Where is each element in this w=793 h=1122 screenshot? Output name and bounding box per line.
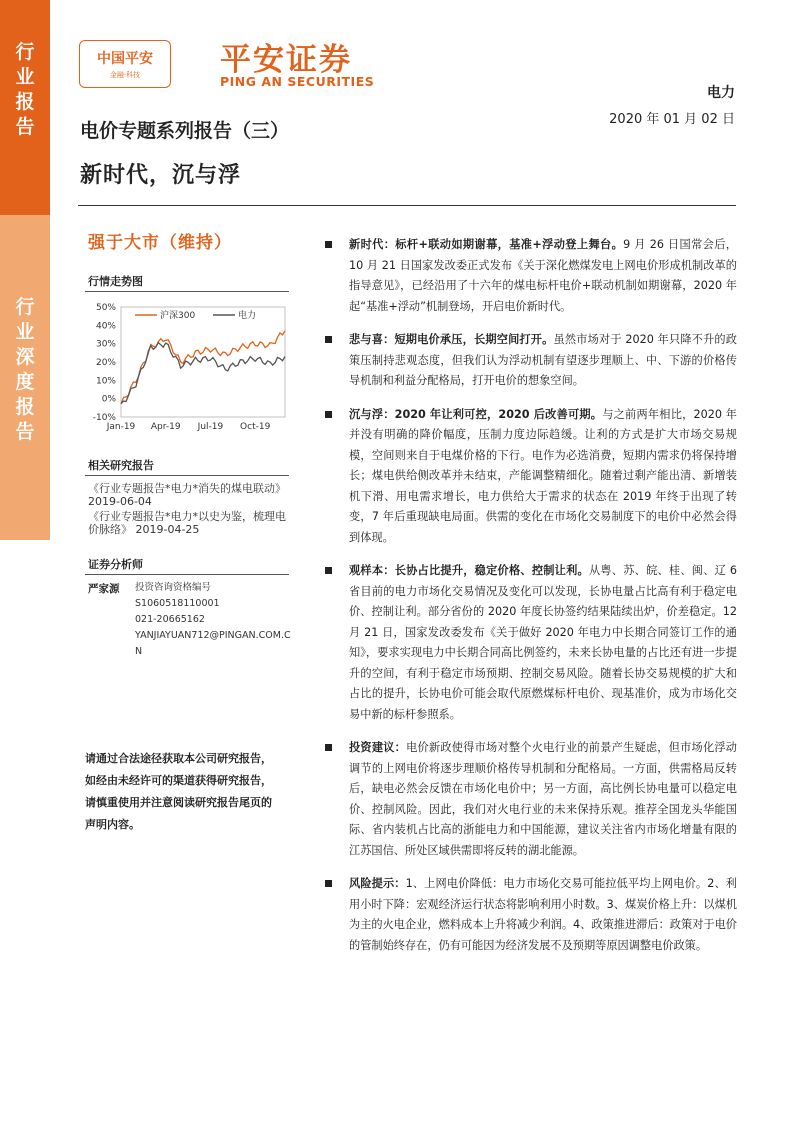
summary-bullet bbox=[325, 235, 737, 317]
sidebar-char: 业 bbox=[15, 66, 35, 88]
bullet-square-icon bbox=[325, 880, 332, 887]
bullet-heading: 观样本：长协占比提升，稳定价格、控制让利。 bbox=[349, 564, 589, 577]
market-trend-chart bbox=[85, 295, 290, 445]
bullet-text: 电价新政使得市场对整个火电行业的前景产生疑虑，但市场化浮动调节的上网电价将逐步理顺价格传导机制和分配格局。一方面，供需格局反转后，缺电必然会反馈在市场化电价中；另一方面，高比例长协电量可以稳定电价、控制风险。因此，我们对火电行业的未来保持乐观。推荐全国龙头华能国际、省内装机占比高的浙能电力和中国能源，建议关注省内市场化增量有限的江苏国信、所处区域供需即将反转的湖北能源。 bbox=[349, 741, 737, 857]
analyst-heading-rule bbox=[85, 574, 289, 575]
analyst-email-cont: N bbox=[135, 646, 143, 657]
sidebar-char: 告 bbox=[15, 421, 35, 443]
sidebar-char: 报 bbox=[15, 396, 35, 418]
series-line-hs300 bbox=[121, 331, 285, 404]
series-title: 电价专题系列报告（三） bbox=[80, 120, 290, 142]
bullet-text: 虽然市场对于 2020 年只降不升的政策压制持悲观态度，但我们认为浮动机制有望逐步理顺上、中、下游的价格传导机制和利益分配格局，打开电价的想象空间。 bbox=[349, 333, 737, 387]
bullet-square-icon bbox=[325, 336, 332, 343]
summary-bullets bbox=[325, 235, 737, 969]
y-tick-label: 0% bbox=[101, 394, 116, 405]
report-depth-label bbox=[0, 215, 50, 445]
logo-subtext: 金融·科技 bbox=[109, 71, 141, 79]
summary-bullet bbox=[325, 561, 737, 725]
bullet-heading: 风险提示： bbox=[349, 877, 406, 890]
related-item[interactable]: 《行业专题报告*电力*以史为鉴，梳理电价脉络》 2019-04-25 bbox=[88, 510, 286, 536]
summary-bullet bbox=[325, 330, 737, 392]
sidebar-char: 告 bbox=[15, 116, 35, 138]
analyst-license-label: 投资咨询资格编号 bbox=[135, 582, 212, 593]
sidebar-char: 深 bbox=[15, 346, 35, 368]
y-tick-label: 10% bbox=[95, 376, 116, 387]
related-heading-rule bbox=[85, 475, 289, 476]
related-item[interactable]: 《行业专题报告*电力*消失的煤电联动》 2019-06-04 bbox=[88, 482, 286, 508]
bullet-square-icon bbox=[325, 241, 332, 248]
related-heading: 相关研究报告 bbox=[88, 459, 154, 472]
logo-text: 中国平安 bbox=[97, 51, 153, 67]
report-date: 2020 年 01 月 02 日 bbox=[609, 112, 735, 127]
sidebar-top-band bbox=[0, 0, 50, 215]
analyst-email[interactable]: YANJIAYUAN712@PINGAN.COM.C bbox=[135, 630, 291, 641]
analyst-name: 严家源 bbox=[88, 583, 120, 595]
x-tick-label: Apr-19 bbox=[150, 422, 181, 432]
analyst-phone: 021-20665162 bbox=[135, 614, 205, 625]
bullet-heading: 沉与浮：2020 年让利可控，2020 后改善可期。 bbox=[349, 407, 603, 421]
bullet-text: 从粤、苏、皖、桂、闽、辽 6 省目前的电力市场化交易情况及变化可以发现，长协电量占比高有利于稳定电价、控制让利。部分省份的 2020 年度长协签约结果陆续出炉，价差稳定。12 月 21 日，国家发改委发布《关于做好 2020 年电力中长期合同签订工作的通知》，要求实现电力中长期合同高比例签约，未来长协电量的占比还有进一步提升的空间，有利于稳定市场预期、控制交易风险。随着长协交易规模的扩大和占比的提升，长协电价可能会取代原燃煤标杆电价、现基准价，成为市场化交易中新的标杆参照系。 bbox=[349, 564, 737, 721]
sidebar-char: 报 bbox=[15, 91, 35, 113]
summary-bullet bbox=[325, 874, 737, 956]
chart-heading: 行情走势图 bbox=[88, 275, 143, 288]
bullet-heading: 投资建议： bbox=[349, 741, 407, 754]
bullet-heading: 悲与喜：短期电价承压，长期空间打开。 bbox=[349, 333, 554, 346]
bullet-square-icon bbox=[325, 744, 332, 751]
y-tick-label: 30% bbox=[95, 339, 116, 350]
analyst-heading: 证券分析师 bbox=[88, 558, 143, 571]
legend-label: 沪深300 bbox=[160, 311, 196, 321]
summary-bullet bbox=[325, 738, 737, 861]
legend-label: 电力 bbox=[238, 311, 257, 321]
analyst-details bbox=[135, 580, 290, 660]
sidebar-bottom-band bbox=[0, 215, 50, 540]
y-tick-label: 50% bbox=[95, 303, 116, 313]
sidebar-char: 行 bbox=[15, 41, 35, 63]
analyst-license-number: S1060518110001 bbox=[135, 598, 220, 609]
main-title: 新时代，沉与浮 bbox=[80, 163, 242, 188]
bullet-text: 1、上网电价降低：电力市场化交易可能拉低平均上网电价。2、利用小时下降：宏观经济运行状态将影响利用小时数。3、煤炭价格上升：以煤机为主的火电企业，燃料成本上升将减少利润。4、政策推进滞后：政策对于电价的管制始终存在，仍有可能因为经济发展不及预期等原因调整电价政策。 bbox=[349, 877, 737, 952]
pingan-logo bbox=[79, 40, 171, 88]
sidebar-char: 业 bbox=[15, 321, 35, 343]
sidebar-char: 度 bbox=[15, 371, 35, 393]
bullet-text: 与之前两年相比，2020 年并没有明确的降价幅度，压制力度边际趋缓。让利的方式是扩大市场交易规模，空间则来自于电煤价格的下行。电作为必选消费，短期内需求仍将保持增长；煤电供给侧改革并未结束，产能调整精细化。随着过剩产能出清、新增装机下滑、用电需求增长，电力供给大于需求的状态在 2019 年终于出现了转变，7 年后重现缺电局面。供需的变化在市场化交易制度下的电价中必然会得到体现。 bbox=[349, 407, 737, 544]
brand-name-en: PING AN SECURITIES bbox=[220, 74, 375, 89]
x-tick-label: Jul-19 bbox=[197, 422, 224, 432]
bullet-heading: 新时代：标杆+联动如期谢幕，基准+浮动登上舞台。 bbox=[349, 238, 624, 251]
y-tick-label: 40% bbox=[95, 321, 116, 332]
chart-heading-rule bbox=[85, 291, 289, 292]
bullet-square-icon bbox=[325, 411, 332, 418]
summary-bullet bbox=[325, 405, 737, 549]
disclaimer-note: 请通过合法途径获取本公司研究报告，如经由未经许可的渠道获得研究报告，请慎重使用并注意阅读研究报告尾页的声明内容。 bbox=[85, 752, 272, 831]
x-tick-label: Jan-19 bbox=[106, 422, 136, 432]
bullet-square-icon bbox=[325, 567, 332, 574]
brand-name: 平安证券 bbox=[220, 42, 352, 78]
industry-label: 电力 bbox=[707, 85, 735, 101]
bullet-text: 9 月 26 日国常会后，10 月 21 日国家发改委正式发布《关于深化燃煤发电上网电价形成机制改革的指导意见》，已经沿用了十六年的煤电标杆电价+联动机制如期谢幕，2020 年起“基准+浮动”机制登场，开启电价新时代。 bbox=[349, 238, 737, 313]
y-tick-label: -10% bbox=[92, 413, 116, 423]
header-divider bbox=[78, 205, 736, 206]
x-tick-label: Oct-19 bbox=[240, 422, 271, 432]
rating: 强于大市（维持） bbox=[88, 233, 232, 253]
report-type-label bbox=[0, 0, 50, 140]
sidebar-char: 行 bbox=[15, 296, 35, 318]
y-tick-label: 20% bbox=[95, 358, 116, 368]
